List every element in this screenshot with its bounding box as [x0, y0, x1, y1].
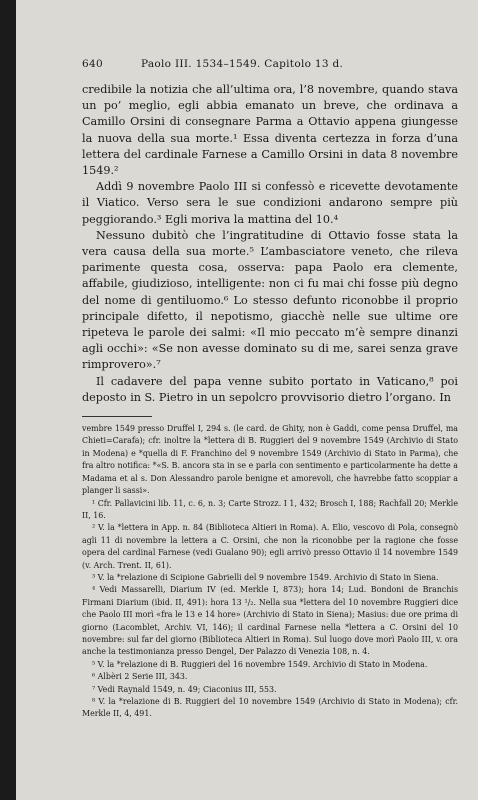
footnote: ² V. la *lettera in App. n. 84 (Biblioteca Altieri in Roma). A. Elio, vescovo di Pola, consegnò agli 11 di novembre la lettera a C. Orsini, che non la riconobbe per la ragione che fosse opera del cardinal Farnese (vedi Gualano 90); egli arrivò presso Ottavio il 14 novembre 1549 (v. Arch. Trent. II, 61).	[82, 523, 458, 570]
paragraph: Il cadavere del papa venne subito portato in Vaticano,⁸ poi deposto in S. Pietro in un sepolcro provvisorio dietro l’organo. In	[82, 374, 458, 404]
book-page	[16, 0, 478, 800]
paragraph: Addì 9 novembre Paolo III si confessò e ricevette devotamente il Viatico. Verso sera le sue condizioni andarono sempre più peggiorando.³ Egli moriva la mattina del 10.⁴	[82, 180, 458, 226]
running-title: Paolo III. 1534–1549. Capitolo 13 d.	[140, 58, 344, 70]
footnotes	[82, 423, 458, 721]
footnote: ⁴ Vedi Massarelli, Diarium IV (ed. Merkle I, 873); hora 14; Lud. Bondoni de Branchis Firmani Diarium (ibid. II, 491): hora 13 ¹/₂. Nella sua *lettera del 10 novembre Ruggieri dice che Paolo III morì «fra le 13 e 14 hore» (Archivio di Stato in Siena); Masius: due ore prima di giorno (Lacomblet, Archiv. VI, 146); il cardinal Farnese nella *lettera a C. Orsini del 10 novembre: sul far del giorno (Biblioteca Altieri in Roma). Sul luogo dove morì Paolo III, v. ora anche la testimonianza presso Dengel, Der Palazzo di Venezia 108, n. 4.	[82, 585, 458, 657]
page-header	[82, 58, 458, 70]
footnote: ⁸ V. la *relazione di B. Ruggieri del 10 novembre 1549 (Archivio di Stato in Modena); cfr. Merkle II, 4, 491.	[82, 697, 458, 719]
page-number: 640	[82, 58, 103, 70]
footnote: ⁷ Vedi Raynald 1549, n. 49; Ciaconius III, 553.	[92, 684, 277, 694]
footnote: ⁶ Albèri 2 Serie III, 343.	[92, 672, 188, 682]
main-text	[82, 82, 458, 406]
footnote: ³ V. la *relazione di Scipione Gabrielli del 9 novembre 1549. Archivio di Stato in Siena.	[92, 572, 439, 582]
footnote: ⁵ V. la *relazione di B. Ruggieri del 16 novembre 1549. Archivio di Stato in Modena.	[92, 659, 428, 669]
footnote: vembre 1549 presso Druffel I, 294 s. (le card. de Ghity, non è Gaddi, come pensa Druffel, ma Chieti=Carafa); cfr. inoltre la *lettera di B. Ruggieri del 9 novembre 1549 (Archivio di Stato in Modena) e *quella di F. Franchino del 9 novembre 1549 (Archivio di Stato in Parma), che fra altro notifica: *«S. B. ancora sta in se e parla con sentimento e particolarmente ha dette a Madama et al s. Don Alessandro parole benigne et amorevoli, che havrebbe fatto scoppiar a planger li sassi».	[82, 424, 458, 496]
paragraph: credibile la notizia che all’ultima ora, l’8 novembre, quando stava un po’ meglio, egli abbia emanato un breve, che ordinava a Camillo Orsini di consegnare Parma a Ottavio appena giungesse la nuova della sua morte.¹ Essa diventa certezza in forza d’una lettera del cardinale Farnese a Camillo Orsini in data 8 novembre 1549.²	[82, 83, 458, 178]
footnote-divider	[82, 416, 152, 417]
paragraph: Nessuno dubitò che l’ingratitudine di Ottavio fosse stata la vera causa della sua morte.⁵ L’ambasciatore veneto, che rileva parimente questa cosa, osserva: papa Paolo era clemente, affabile, giudizioso, intelligente: non ci fu mai chi fosse più degno del nome di gentiluomo.⁶ Lo stesso defunto riconobbe il proprio principale difetto, il nepotismo, giacchè nelle sue ultime ore ripeteva le parole dei salmi: «Il mio peccato m’è sempre dinanzi agli occhi»: «Se non avesse dominato su di me, sarei senza grave rimprovero».⁷	[82, 228, 458, 372]
footnote: ¹ Cfr. Pallavicini lib. 11, c. 6, n. 3; Carte Strozz. I 1, 432; Brosch I, 188; Rachfall 20; Merkle II, 16.	[82, 498, 458, 520]
